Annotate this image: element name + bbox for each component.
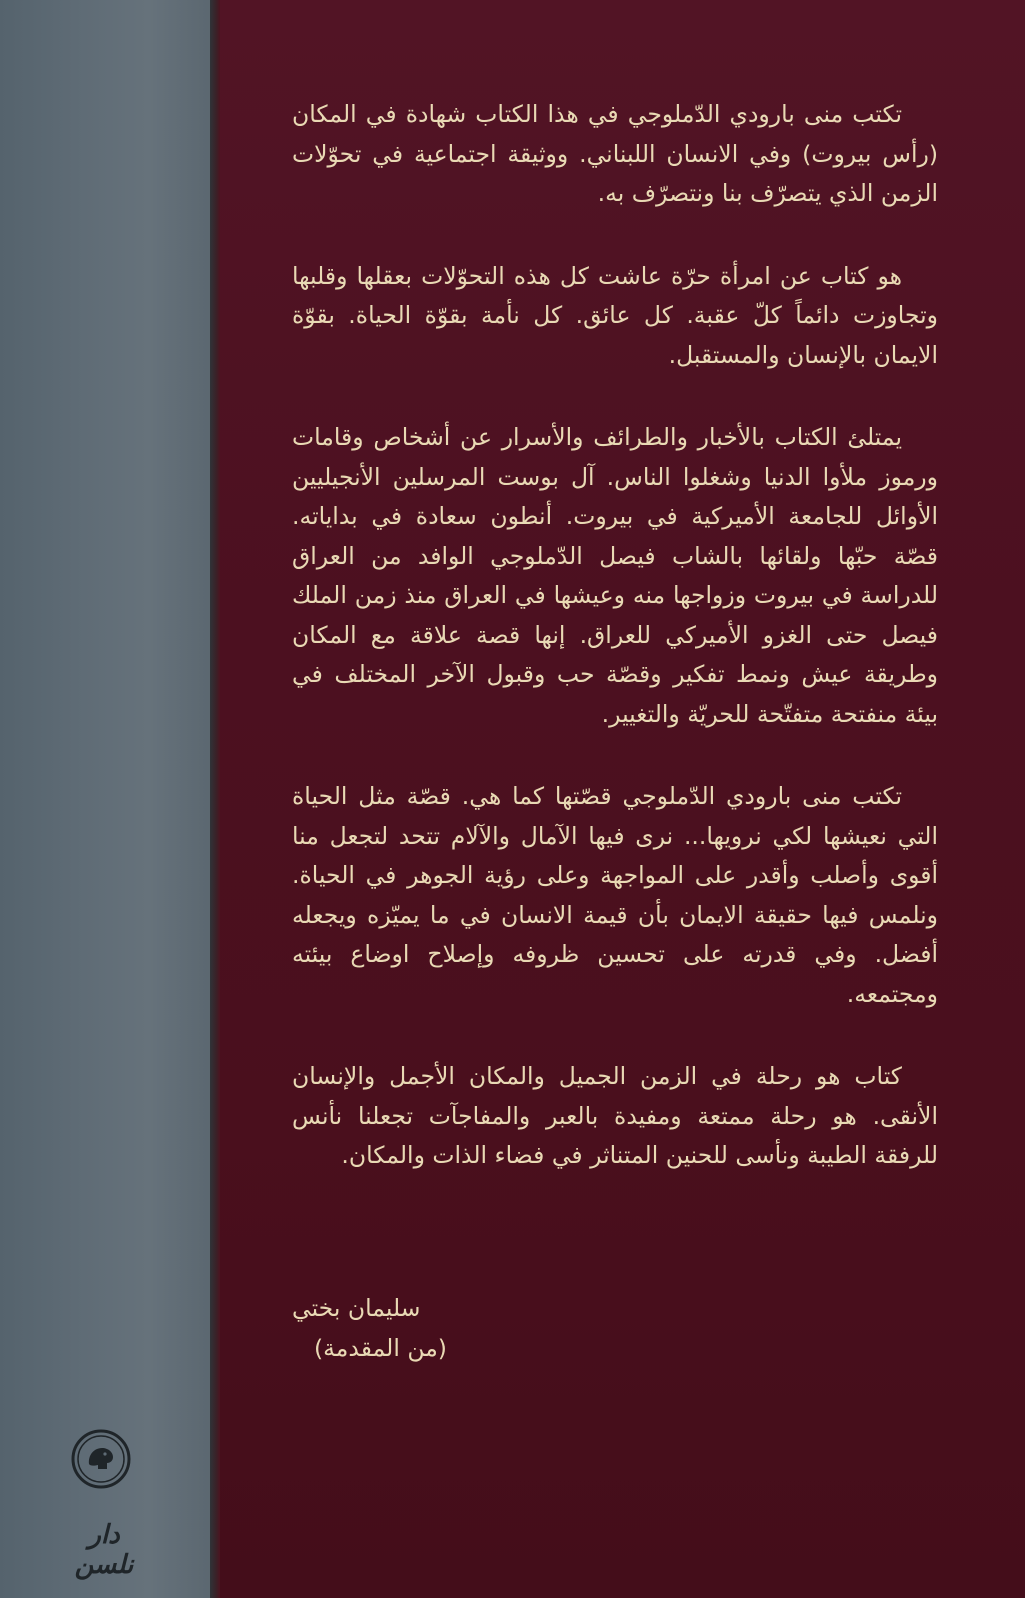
blurb-paragraph: تكتب منى بارودي الدّملوجي في هذا الكتاب شهادة في المكان (رأس بيروت) وفي الانسان اللبناني. ووثيقة اجتماعية في تحوّلات الزمن الذي يتصرّف بنا ونتصرّف به. [292,100,938,207]
signature-source: (من المقدمة) [314,1334,447,1362]
blurb-paragraph: يمتلئ الكتاب بالأخبار والطرائف والأسرار عن أشخاص وقامات ورموز ملأوا الدنيا وشغلوا الناس. آل بوست المرسلين الأنجيليين الأوائل للجامعة الأميركية في بيروت. أنطون سعادة في بداياته. قصّة حبّها ولقائها بالشاب فيصل الدّملوجي الوافد من العراق للدراسة في بيروت وزواجها منه وعيشها في العراق منذ زمن الملك فيصل حتى الغزو الأميركي للعراق. إنها قصة علاقة مع المكان وطريقة عيش ونمط تفكير وقصّة حب وقبول الآخر المختلف في بيئة منفتحة متفتّحة للحريّة والتغيير. [292,423,938,728]
blurb-paragraph: هو كتاب عن امرأة حرّة عاشت كل هذه التحوّلات بعقلها وقلبها وتجاوزت دائماً كلّ عقبة. كل عائق. كل نأمة بقوّة الحياة. بقوّة الايمان بالإنسان والمستقبل. [292,261,938,369]
publisher-logo [62,1428,152,1578]
spine-edge [210,0,220,1598]
signature-block [292,1288,938,1368]
publisher-emblem-icon [70,1428,132,1490]
blurb-paragraph: كتاب هو رحلة في الزمن الجميل والمكان الأجمل والإنسان الأنقى. هو رحلة ممتعة ومفيدة بالعبر والمفاجآت تجعلنا نأنس للرفقة الطيبة ونأسى للحنين المتناثر في فضاء الذات والمكان. [292,1062,938,1169]
book-spine [0,0,213,1598]
signature-author: سليمان بختي [292,1294,421,1322]
publisher-name: دار نلسن [74,1520,134,1580]
blurb-paragraph: تكتب منى بارودي الدّملوجي قصّتها كما هي. قصّة مثل الحياة التي نعيشها لكي نرويها... نرى فيها الآمال والآلام تتحد لتجعل منا أقوى وأصلب وأقدر على المواجهة وعلى رؤية الجوهر في الحياة. ونلمس فيها حقيقة الايمان بأن قيمة الانسان في ما يميّزه ويجعله أفضل. وفي قدرته على تحسين ظروفه وإصلاح اوضاع بيئته ومجتمعه. [292,782,938,1008]
blurb-text [292,95,938,1219]
